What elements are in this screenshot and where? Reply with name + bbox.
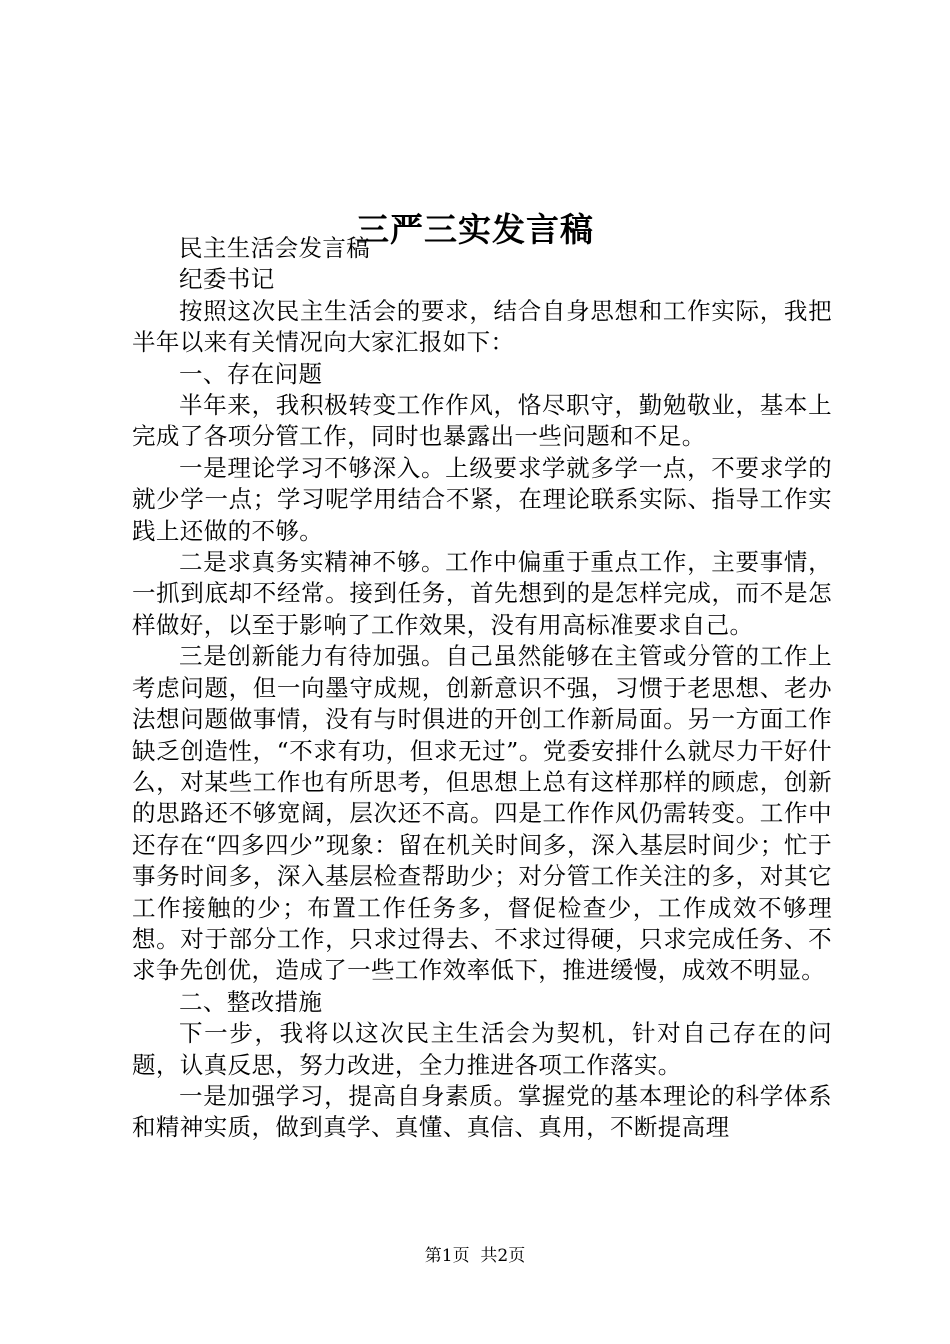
paragraph-measure-1: 一是加强学习，提高自身素质。掌握党的基本理论的科学体系和精神实质，做到真学、真懂、真信、真用，不断提高理 xyxy=(132,1081,832,1142)
paragraph-problem-2: 二是求真务实精神不够。工作中偏重于重点工作，主要事情，一抓到底却不经常。接到任务，首先想到的是怎样完成，而不是怎样做好，以至于影响了工作效果，没有用高标准要求自己。 xyxy=(132,548,832,639)
page-number-label: 第1页 共2页 xyxy=(424,1246,526,1266)
page-footer xyxy=(0,1244,950,1268)
document-body xyxy=(132,233,832,1144)
paragraph-intro: 按照这次民主生活会的要求，结合自身思想和工作实际，我把半年以来有关情况向大家汇报如下： xyxy=(132,296,832,357)
paragraph-measures-intro: 下一步，我将以这次民主生活会为契机，针对自己存在的问题，认真反思，努力改进，全力推进各项工作落实。 xyxy=(132,1019,832,1079)
paragraph-summary: 半年来，我积极转变工作作风，恪尽职守，勤勉敬业，基本上完成了各项分管工作，同时也暴露出一些问题和不足。 xyxy=(132,391,832,451)
paragraph-speaker-role: 纪委书记 xyxy=(179,265,275,294)
section-heading-measures: 二、整改措施 xyxy=(179,987,323,1016)
document-title: 三严三实发言稿 xyxy=(356,210,594,250)
section-heading-problems: 一、存在问题 xyxy=(179,359,323,388)
paragraph-speech-type: 民主生活会发言稿 xyxy=(179,234,371,262)
paragraph-problem-1: 一是理论学习不够深入。上级要求学就多学一点，不要求学的就少学一点；学习呢学用结合不紧，在理论联系实际、指导工作实践上还做的不够。 xyxy=(132,453,832,545)
paragraph-problem-3-4: 三是创新能力有待加强。自己虽然能够在主管或分管的工作上考虑问题，但一向墨守成规，创新意识不强，习惯于老思想、老办法想问题做事情，没有与时俱进的开创工作新局面。另一方面工作缺乏创造性，“不求有功，但求无过”。党委安排什么就尽力干好什么，对某些工作也有所思考，但思想上总有这样那样的顾虑，创新的思路还不够宽阔，层次还不高。四是工作作风仍需转变。工作中还存在“四多四少”现象：留在机关时间多，深入基层时间少；忙于事务时间多，深入基层检查帮助少；对分管工作关注的多，对其它工作接触的少；布置工作任务多，督促检查少，工作成效不够理想。对于部分工作，只求过得去、不求过得硬，只求完成任务、不求争先创优，造成了一些工作效率低下，推进缓慢，成效不明显。 xyxy=(132,642,832,985)
